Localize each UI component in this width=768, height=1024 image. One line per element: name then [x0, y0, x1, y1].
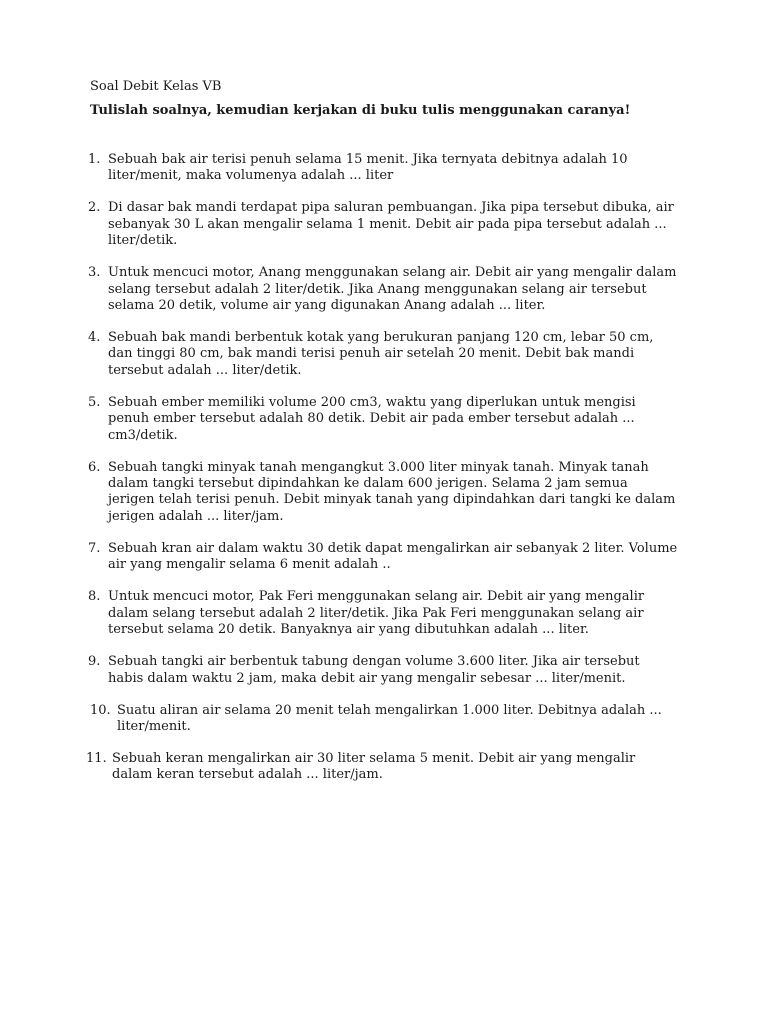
question-list	[0, 152, 768, 799]
question-number: 2.	[88, 200, 101, 216]
question-text: Sebuah keran mengalirkan air 30 liter selama 5 menit. Debit air yang mengalir dalam keran tersebut adalah ... liter/jam.	[112, 750, 636, 783]
question-number: 10.	[90, 702, 111, 718]
question-number: 8.	[88, 589, 101, 605]
question-item	[0, 330, 678, 379]
question-item	[0, 654, 678, 687]
question-text: Di dasar bak mandi terdapat pipa saluran pembuangan. Jika pipa tersebut dibuka, air sebanyak 30 L akan mengalir selama 1 menit. Debit air pada pipa tersebut adalah ... liter/detik.	[108, 200, 674, 249]
question-item	[0, 460, 678, 526]
document-title: Soal Debit Kelas VB	[90, 79, 222, 94]
question-number: 5.	[88, 394, 101, 410]
question-item	[0, 703, 678, 736]
question-text: Untuk mencuci motor, Pak Feri menggunakan selang air. Debit air yang mengalir dalam selang tersebut adalah 2 liter/detik. Jika Pak Feri menggunakan selang air tersebut selama 20 detik. Banyaknya air yang dibutuhkan adalah ... liter.	[108, 589, 645, 638]
question-number: 7.	[88, 540, 101, 556]
document-instruction: Tulislah soalnya, kemudian kerjakan di buku tulis menggunakan caranya!	[90, 103, 631, 118]
question-text: Sebuah tangki air berbentuk tabung dengan volume 3.600 liter. Jika air tersebut habis dalam waktu 2 jam, maka debit air yang mengalir sebesar ... liter/menit.	[108, 654, 640, 686]
question-item	[0, 152, 678, 185]
question-number: 11.	[86, 750, 107, 766]
question-text: Untuk mencuci motor, Anang menggunakan selang air. Debit air yang mengalir dalam selang tersebut adalah 2 liter/detik. Jika Anang menggunakan selang air tersebut selama 20 detik, volume air yang digunakan Anang adalah ... liter.	[108, 265, 677, 314]
question-text: Sebuah bak air terisi penuh selama 15 menit. Jika ternyata debitnya adalah 10 liter/menit, maka volumenya adalah ... liter	[108, 152, 628, 184]
question-text: Sebuah tangki minyak tanah mengangkut 3.000 liter minyak tanah. Minyak tanah dalam tangki tersebut dipindahkan ke dalam 600 jerigen. Selama 2 jam semua jerigen telah terisi penuh. Debit minyak tanah yang dipindahkan dari tangki ke dalam jerigen adalah ... liter/jam.	[108, 459, 676, 524]
question-item	[0, 589, 678, 638]
question-text: Sebuah bak mandi berbentuk kotak yang berukuran panjang 120 cm, lebar 50 cm, dan tinggi 80 cm, bak mandi terisi penuh air setelah 20 menit. Debit bak mandi tersebut adalah ... liter/detik.	[108, 330, 654, 378]
question-item	[0, 265, 678, 314]
question-number: 4.	[88, 330, 101, 346]
question-number: 3.	[88, 265, 101, 281]
question-text: Sebuah ember memiliki volume 200 cm3, waktu yang diperlukan untuk mengisi penuh ember tersebut adalah 80 detik. Debit air pada ember tersebut adalah ... cm3/detik.	[108, 394, 636, 443]
question-number: 6.	[88, 459, 101, 475]
question-item	[0, 541, 678, 574]
question-number: 1.	[88, 152, 101, 167]
question-item	[0, 200, 678, 249]
question-text: Sebuah kran air dalam waktu 30 detik dapat mengalirkan air sebanyak 2 liter. Volume air yang mengalir selama 6 menit adalah ..	[108, 540, 678, 573]
question-number: 9.	[88, 654, 101, 670]
question-item	[0, 751, 678, 784]
question-item	[0, 395, 678, 444]
question-text: Suatu aliran air selama 20 menit telah mengalirkan 1.000 liter. Debitnya adalah ... liter/menit.	[117, 702, 662, 734]
